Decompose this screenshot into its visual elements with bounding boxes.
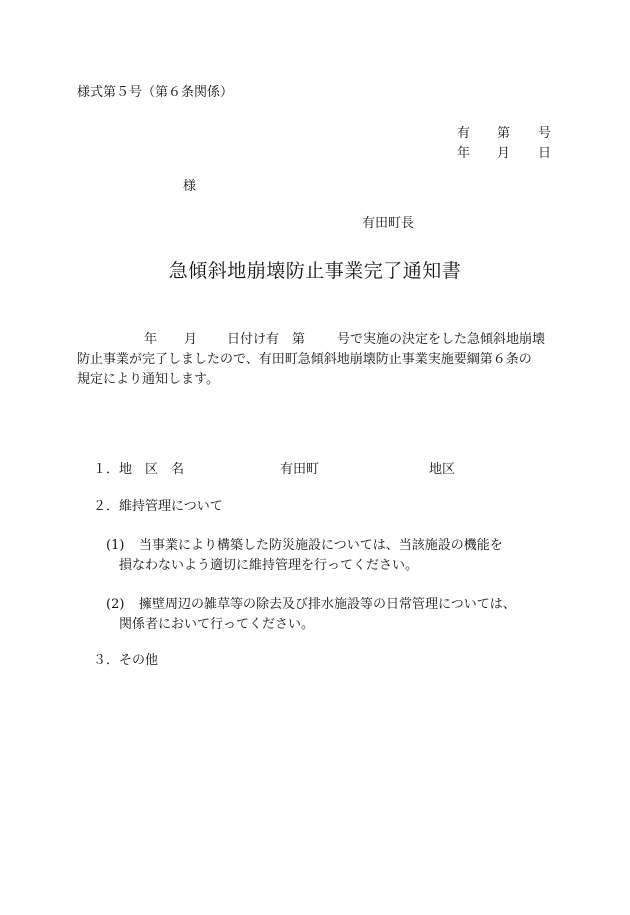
item-district: [93, 463, 473, 477]
body-decision: 号で実施の決定をした急傾斜地崩壊: [337, 332, 546, 347]
date-year: 年: [457, 146, 471, 161]
body-date-ref: 日付け有 第: [227, 332, 306, 347]
maintenance-item-1-line-1: 当事業により構築した防災施設については、当該施設の機能を: [139, 538, 503, 553]
body-line-2: 防止事業が完了しましたので、有田町急傾斜地崩壊防止事業実施要綱第６条の: [77, 352, 532, 367]
maintenance-item-2-number: (2): [106, 597, 125, 612]
district-suffix: 地区: [429, 462, 456, 477]
maintenance-item-2-line-2: 関係者において行ってください。: [119, 617, 315, 632]
body-month: 月: [184, 332, 198, 347]
body-year: 年: [144, 332, 158, 347]
maintenance-item-1-line-2: 損なわないよう適切に維持管理を行ってください。: [119, 558, 419, 573]
doc-number-dai: 第: [497, 126, 511, 141]
body-line-3: 規定により通知します。: [77, 372, 219, 387]
item-maintenance-heading: ２．維持管理について: [93, 499, 223, 514]
maintenance-item-2-line-1: 擁壁周辺の雑草等の除去及び排水施設等の日常管理については、: [139, 597, 516, 612]
maintenance-item-1-number: (1): [106, 538, 125, 553]
date-day: 日: [538, 146, 552, 161]
addressee: 様: [183, 179, 197, 194]
maintenance-item-2: [106, 595, 546, 635]
body-line-1: [77, 330, 555, 350]
sender: 有田町長: [362, 216, 415, 231]
doc-number-go: 号: [538, 126, 552, 141]
form-number: 様式第５号（第６条関係）: [77, 85, 234, 100]
date-month: 月: [497, 146, 511, 161]
document-title: 急傾斜地崩壊防止事業完了通知書: [168, 260, 462, 282]
district-town: 有田町: [280, 462, 320, 477]
district-label: １．地 区 名: [93, 462, 185, 477]
item-other: ３．その他: [93, 653, 159, 668]
maintenance-item-1: [106, 536, 546, 576]
body-paragraph: [77, 330, 555, 390]
doc-number-prefix: 有: [457, 126, 471, 141]
